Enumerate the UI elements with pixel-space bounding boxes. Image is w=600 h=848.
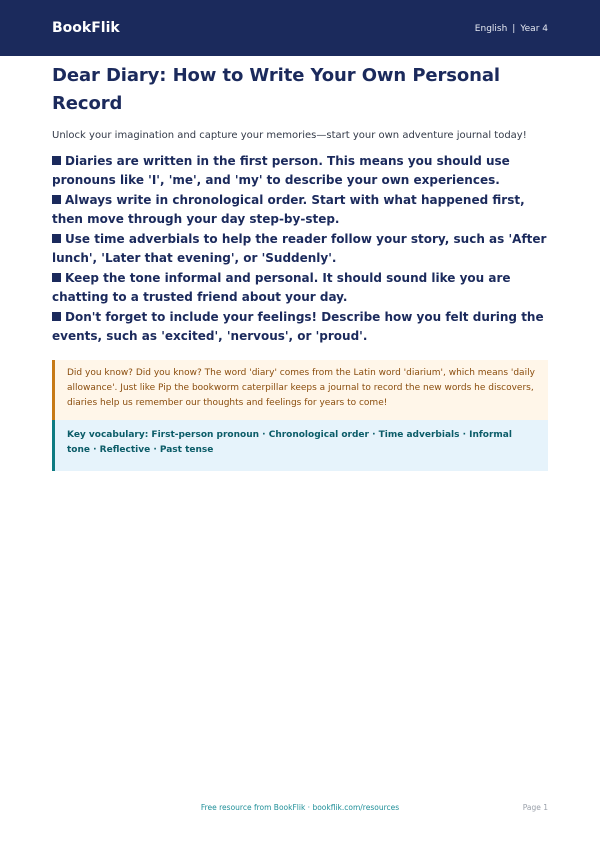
did-you-know-box [52, 360, 548, 420]
key-point [52, 230, 548, 268]
did-you-know-text: Did you know? Did you know? The word 'diary' comes from the Latin word 'diarium', which means 'daily allowance'. Just like Pip the bookworm caterpillar keeps a journal to record the new words he discovers, diaries help us remember our thoughts and feelings for years to come! [67, 368, 535, 408]
key-points-list [52, 152, 548, 346]
key-point [52, 269, 548, 307]
square-bullet-icon [52, 273, 61, 282]
key-point-text: Don't forget to include your feelings! Describe how you felt during the events, such as 'excited', 'nervous', or 'proud'. [52, 310, 544, 343]
square-bullet-icon [52, 234, 61, 243]
key-point [52, 152, 548, 190]
square-bullet-icon [52, 312, 61, 321]
key-vocabulary-box [52, 420, 548, 471]
key-point [52, 308, 548, 346]
key-point [52, 191, 548, 229]
footer-source-link[interactable]: Free resource from BookFlik · bookflik.com/resources [200, 803, 400, 812]
brand-logo[interactable]: BookFlik [52, 20, 120, 36]
year-label: Year 4 [520, 24, 548, 34]
key-point-text: Always write in chronological order. Start with what happened first, then move through your day step-by-step. [52, 193, 525, 226]
square-bullet-icon [52, 195, 61, 204]
page-footer [0, 803, 600, 815]
page-title: Dear Diary: How to Write Your Own Personal Record [52, 65, 501, 114]
subject-label: English [474, 24, 508, 34]
page-number: Page 1 [522, 803, 548, 812]
main-content [52, 62, 548, 471]
key-point-text: Use time adverbials to help the reader follow your story, such as 'After lunch', 'Later that evening', or 'Suddenly'. [52, 232, 547, 265]
top-banner [0, 0, 600, 56]
subject-meta [475, 0, 548, 53]
intro-text: Unlock your imagination and capture your memories—start your own adventure journal today! [52, 130, 527, 141]
square-bullet-icon [52, 156, 61, 165]
key-point-text: Keep the tone informal and personal. It should sound like you are chatting to a trusted friend about your day. [52, 271, 511, 304]
key-vocabulary-text: Key vocabulary: First-person pronoun · Chronological order · Time adverbials · Informal tone · Reflective · Past tense [67, 430, 512, 455]
meta-separator: | [512, 24, 516, 34]
key-point-text: Diaries are written in the first person. This means you should use pronouns like 'I', 'me', and 'my' to describe your own experiences. [52, 154, 510, 187]
